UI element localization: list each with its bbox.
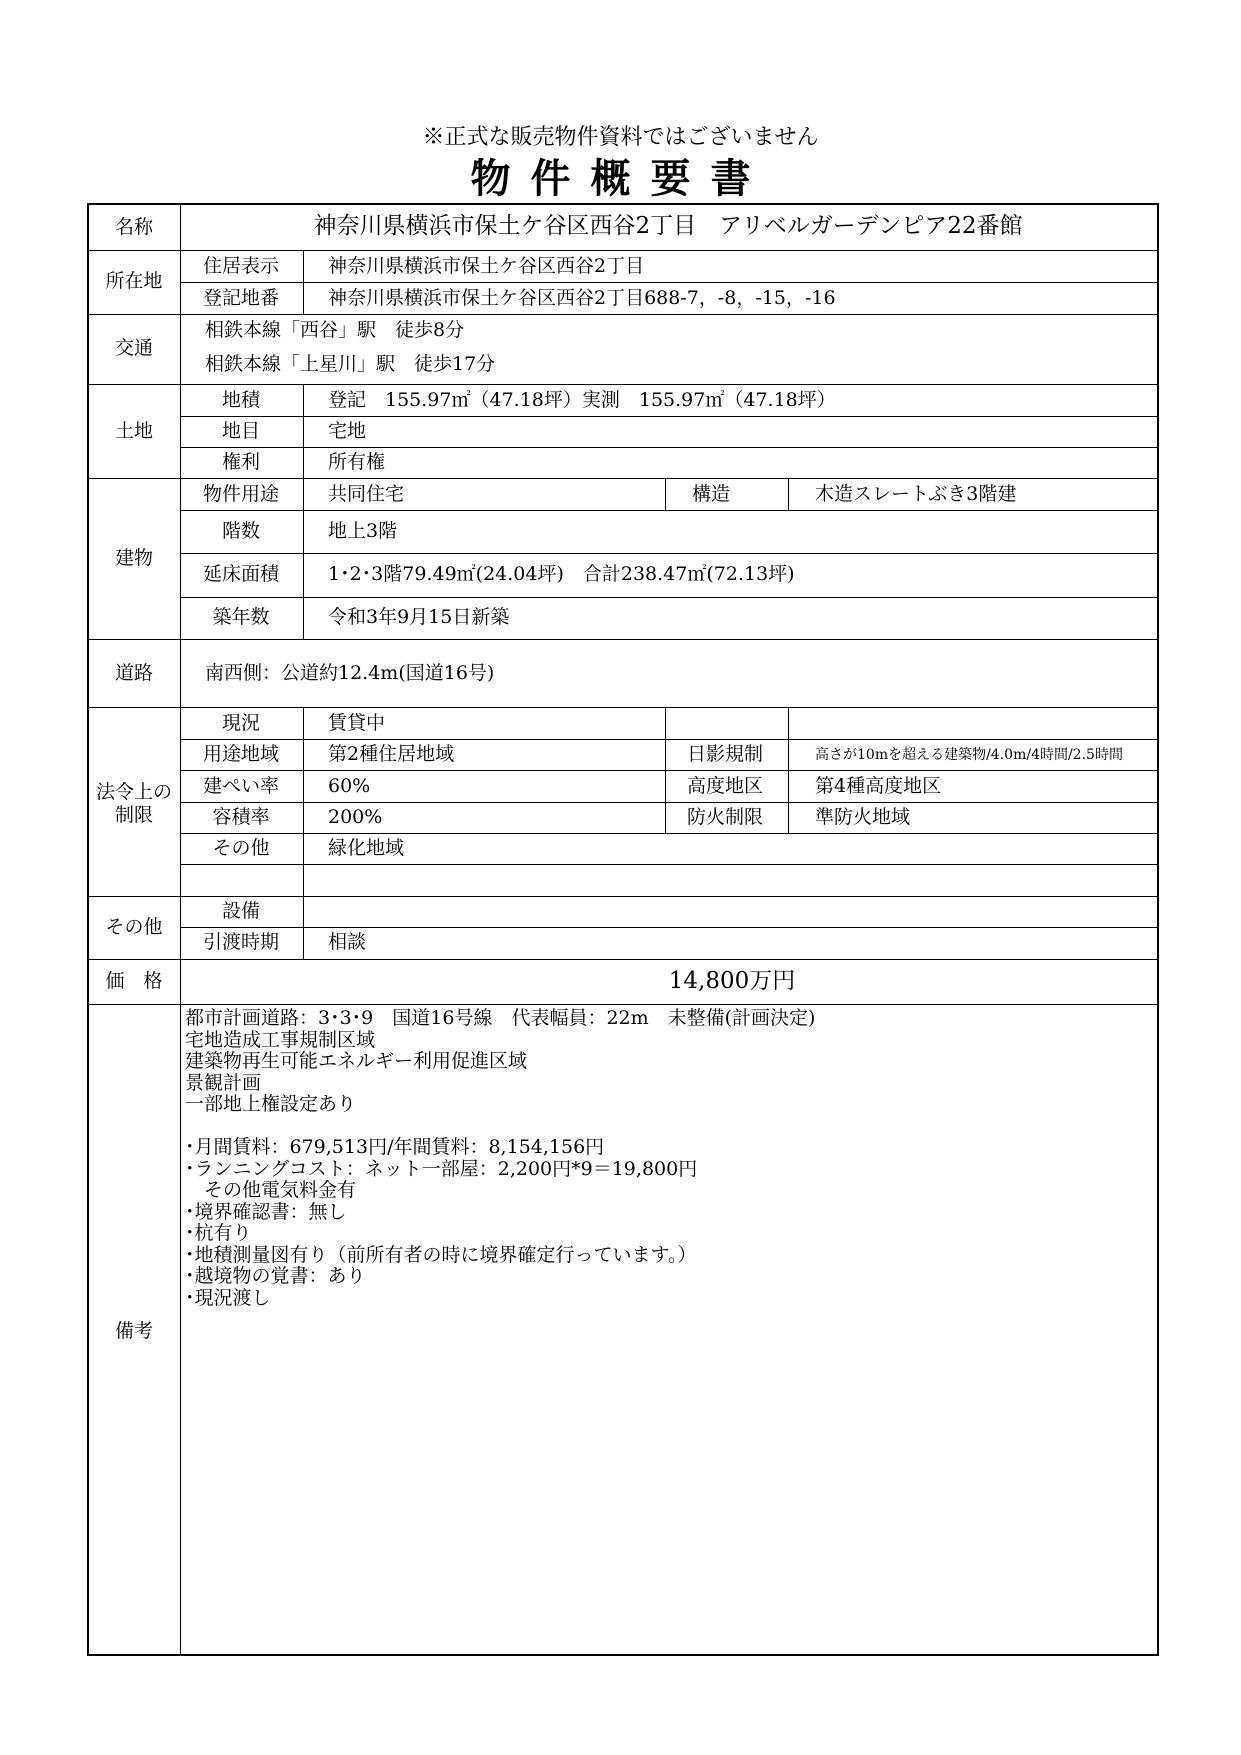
row-divider [88, 384, 1158, 385]
subrow-divider [180, 597, 1158, 598]
building-floors-label: 階数 [221, 520, 261, 542]
subcolumn-divider [303, 707, 304, 959]
row-divider [88, 896, 1158, 897]
shadow-value: 高さが10mを超える建築物/4.0m/4時間/2.5時間 [815, 747, 1123, 763]
shadow-label: 日影規制 [686, 743, 764, 765]
handover-label: 引渡時期 [202, 931, 280, 953]
building-use-label: 物件用途 [202, 483, 280, 505]
price-value: 14,800万円 [668, 968, 796, 994]
road-label: 道路 [114, 662, 154, 684]
building-floors-value: 地上3階 [328, 520, 398, 542]
transport-line-1: 相鉄本線「西谷」駅 徒歩8分 [205, 319, 465, 341]
floor-area-label: 延床面積 [202, 563, 280, 585]
transport-label: 交通 [114, 337, 154, 359]
subrow-divider [180, 416, 1158, 417]
subcolumn-divider [665, 478, 666, 510]
subcolumn-divider [788, 707, 789, 833]
remarks-line: ･現況渡し [185, 1286, 271, 1309]
row-divider [88, 639, 1158, 640]
document-title: 物件概要書 [470, 155, 771, 202]
subcolumn-divider [665, 707, 666, 833]
fire-restriction-value: 準防火地域 [815, 806, 911, 828]
remarks-line: ･ランニングコスト：ネット一部屋：2,200円*9＝19,800円 [185, 1157, 698, 1180]
fire-restriction-label: 防火制限 [686, 806, 764, 828]
location-label: 所在地 [105, 270, 163, 292]
status-value: 賃貸中 [328, 712, 386, 734]
subrow-divider [180, 927, 1158, 928]
transport-line-2: 相鉄本線「上星川」駅 徒歩17分 [205, 353, 496, 375]
far-value: 200% [328, 806, 383, 828]
remarks-line [185, 1116, 815, 1138]
legal-label-line2: 制限 [114, 804, 154, 826]
other-label: その他 [105, 916, 163, 938]
land-category-label: 地目 [221, 420, 261, 442]
remarks-line: ･越境物の覚書：あり [185, 1265, 366, 1287]
subrow-divider [180, 770, 1158, 771]
coverage-label: 建ぺい率 [202, 775, 280, 797]
subrow-divider [180, 553, 1158, 554]
handover-value: 相談 [328, 931, 367, 953]
row-divider [88, 959, 1158, 960]
height-district-label: 高度地区 [686, 775, 764, 797]
subrow-divider [180, 864, 1158, 865]
road-value: 南西側：公道約12.4m(国道16号) [205, 662, 495, 684]
row-divider [88, 250, 1158, 251]
subrow-divider [180, 833, 1158, 834]
built-year-label: 築年数 [212, 606, 270, 628]
land-rights-value: 所有権 [328, 451, 386, 473]
land-category-value: 宅地 [328, 420, 367, 442]
height-district-value: 第4種高度地区 [815, 775, 942, 797]
residence-value: 神奈川県横浜市保土ケ谷区西谷2丁目 [328, 255, 645, 277]
built-year-value: 令和3年9月15日新築 [328, 606, 510, 628]
subcolumn-divider [303, 250, 304, 314]
building-structure-value: 木造スレートぶき3階建 [815, 483, 1017, 505]
land-rights-label: 権利 [221, 451, 261, 473]
disclaimer-notice: ※正式な販売物件資料ではございません [422, 125, 819, 150]
remarks-label: 備考 [114, 1320, 154, 1342]
remarks-text [185, 1008, 815, 1309]
floor-area-value: 1･2･3階79.49㎡(24.04坪) 合計238.47㎡(72.13坪) [328, 563, 795, 585]
name-value: 神奈川県横浜市保土ケ谷区西谷2丁目 アリベルガーデンピア22番館 [313, 213, 1023, 239]
status-label: 現況 [221, 712, 261, 734]
remarks-line: ･月間賃料：679,513円/年間賃料：8,154,156円 [185, 1136, 605, 1158]
legal-other-label: その他 [212, 837, 270, 859]
building-use-value: 共同住宅 [328, 483, 405, 505]
land-area-value: 登記 155.97㎡（47.18坪）実測 155.97㎡（47.18坪） [328, 389, 836, 411]
remarks-line: 建築物再生可能エネルギー利用促進区域 [185, 1050, 528, 1072]
subrow-divider [180, 447, 1158, 448]
remarks-line: 一部地上権設定あり [185, 1093, 357, 1115]
remarks-line: ･杭有り [185, 1222, 252, 1244]
far-label: 容積率 [212, 806, 270, 828]
row-divider [88, 478, 1158, 479]
land-area-label: 地積 [221, 389, 261, 411]
legal-label-line1: 法令上の [95, 781, 173, 803]
subrow-divider [180, 510, 1158, 511]
subrow-divider [180, 739, 1158, 740]
subrow-divider [180, 802, 1158, 803]
subcolumn-divider [788, 478, 789, 510]
remarks-line: 景観計画 [185, 1071, 262, 1094]
land-label: 土地 [114, 420, 154, 442]
registry-value: 神奈川県横浜市保土ケ谷区西谷2丁目688-7，-8，-15，-16 [328, 287, 836, 309]
remarks-line: ･境界確認書：無し [185, 1200, 347, 1223]
equipment-label: 設備 [221, 900, 261, 922]
remarks-line: その他電気料金有 [185, 1179, 357, 1201]
remarks-line: 都市計画道路：3･3･9 国道16号線 代表幅員：22m 未整備(計画決定) [185, 1007, 816, 1029]
subcolumn-divider [303, 384, 304, 639]
row-divider [88, 707, 1158, 708]
building-label: 建物 [114, 547, 154, 569]
subrow-divider [180, 282, 1158, 283]
zoning-value: 第2種住居地域 [328, 743, 455, 765]
zoning-label: 用途地域 [202, 743, 280, 765]
coverage-value: 60% [328, 775, 371, 797]
name-label: 名称 [114, 216, 154, 238]
remarks-line: ･地積測量図有り（前所有者の時に境界確定行っています。） [185, 1243, 697, 1266]
price-label: 価 格 [105, 970, 163, 992]
residence-label: 住居表示 [202, 255, 280, 277]
remarks-line: 宅地造成工事規制区域 [185, 1028, 376, 1051]
row-divider [88, 1004, 1158, 1005]
row-divider [88, 314, 1158, 315]
building-structure-label: 構造 [691, 483, 731, 505]
label-column-divider [180, 205, 181, 1654]
legal-other-value: 緑化地域 [328, 837, 405, 859]
registry-label: 登記地番 [202, 287, 280, 309]
